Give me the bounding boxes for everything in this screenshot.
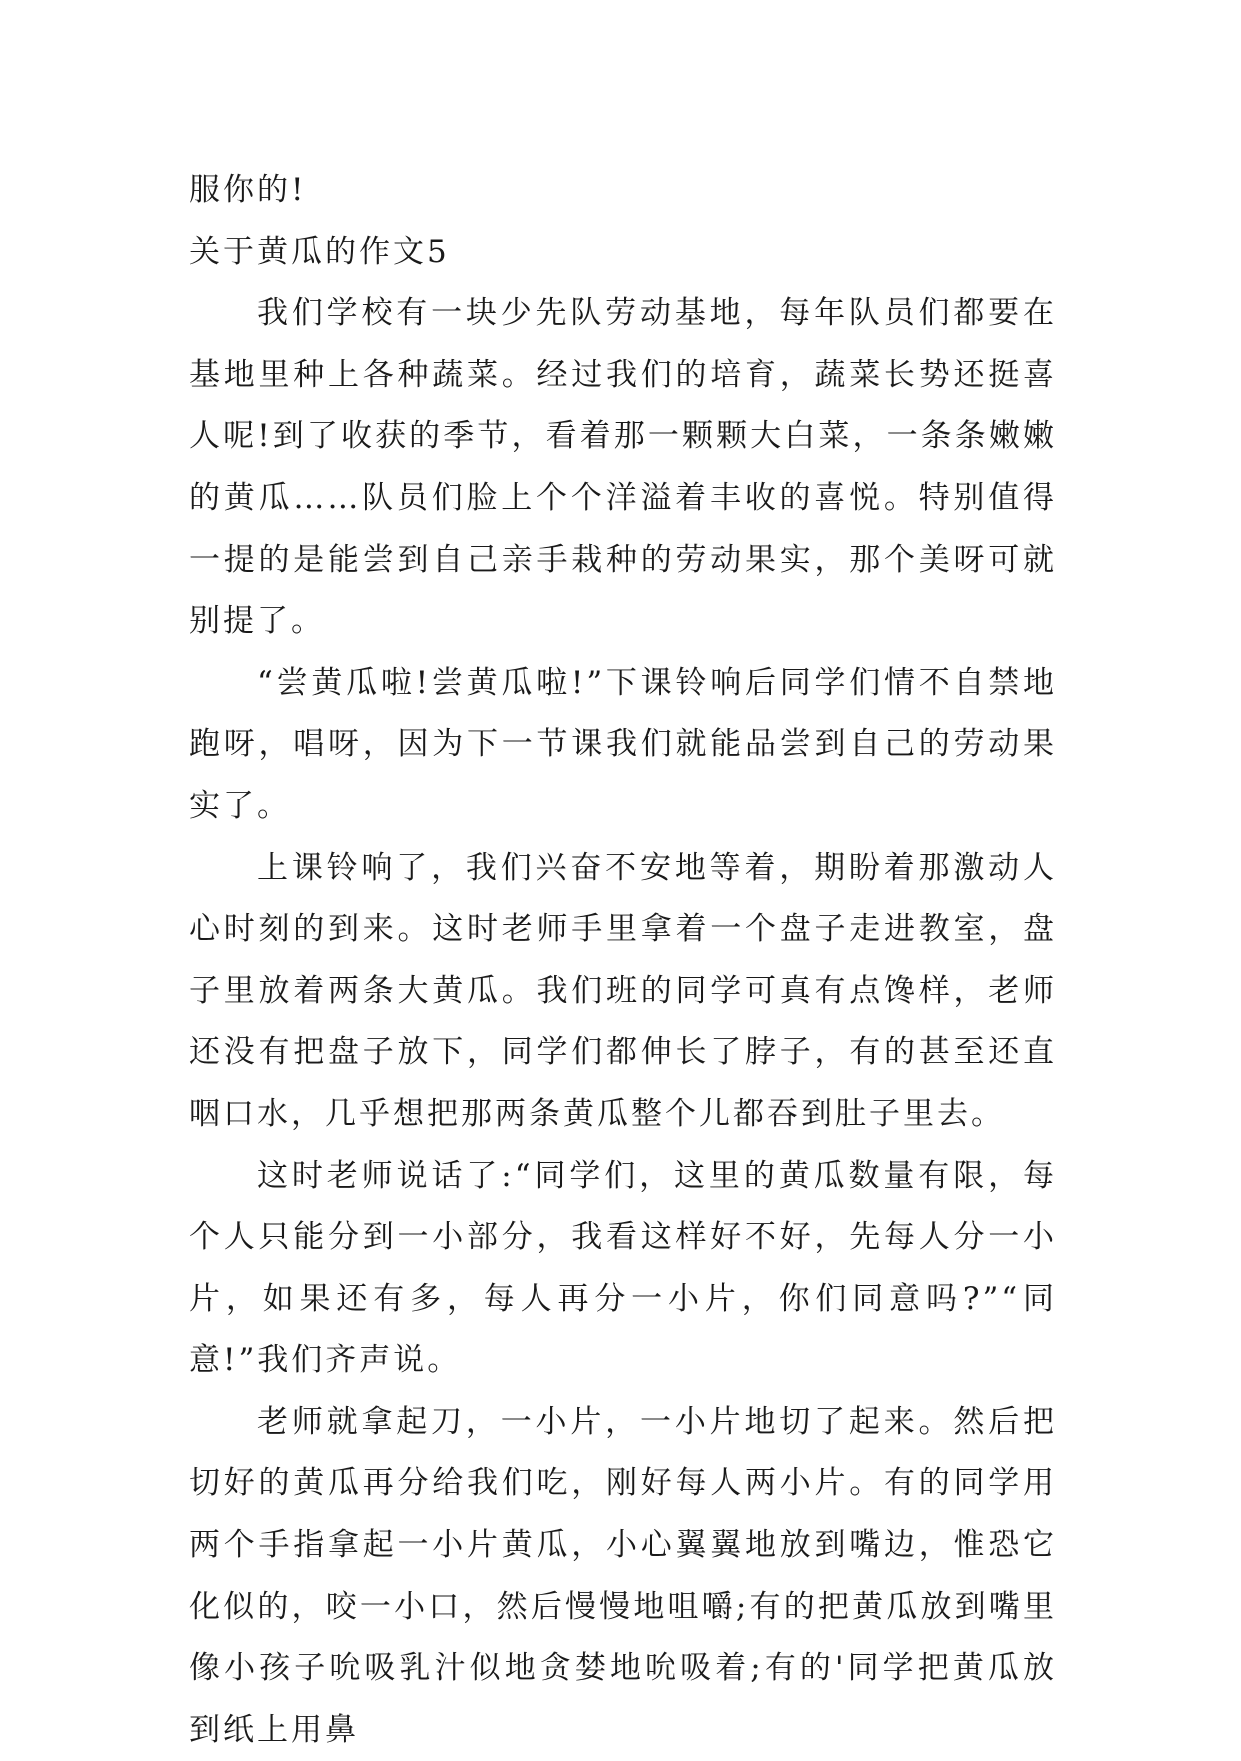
paragraph-1: 我们学校有一块少先队劳动基地，每年队员们都要在基地里种上各种蔬菜。经过我们的培育，蔬菜长势还挺喜人呢!到了收获的季节，看着那一颗颗大白菜，一条条嫩嫩的黄瓜……队员们脸上个个洋溢着丰收的喜悦。特别值得一提的是能尝到自己亲手栽种的劳动果实，那个美呀可就别提了。 bbox=[189, 295, 1057, 640]
section-title: 关于黄瓜的作文5 bbox=[189, 233, 450, 270]
document-body bbox=[189, 160, 1057, 1761]
paragraph-4: 这时老师说话了:“同学们，这里的黄瓜数量有限，每个人只能分到一小部分，我看这样好不好，先每人分一小片，如果还有多，每人再分一小片，你们同意吗?”“同意!”我们齐声说。 bbox=[189, 1157, 1057, 1379]
lead-line: 服你的! bbox=[189, 172, 307, 208]
paragraph-2: “尝黄瓜啦!尝黄瓜啦!”下课铃响后同学们情不自禁地跑呀，唱呀，因为下一节课我们就能品尝到自己的劳动果实了。 bbox=[189, 664, 1057, 824]
paragraph-5: 老师就拿起刀，一小片，一小片地切了起来。然后把切好的黄瓜再分给我们吃，刚好每人两小片。有的同学用两个手指拿起一小片黄瓜，小心翼翼地放到嘴边，惟恐它化似的，咬一小口，然后慢慢地咀嚼;有的把黄瓜放到嘴里像小孩子吮吸乳汁似地贪婪地吮吸着;有的'同学把黄瓜放到纸上用鼻 bbox=[189, 1403, 1057, 1748]
paragraph-3: 上课铃响了，我们兴奋不安地等着，期盼着那激动人心时刻的到来。这时老师手里拿着一个盘子走进教室，盘子里放着两条大黄瓜。我们班的同学可真有点馋样，老师还没有把盘子放下，同学们都伸长了脖子，有的甚至还直咽口水，几乎想把那两条黄瓜整个儿都吞到肚子里去。 bbox=[189, 849, 1057, 1132]
